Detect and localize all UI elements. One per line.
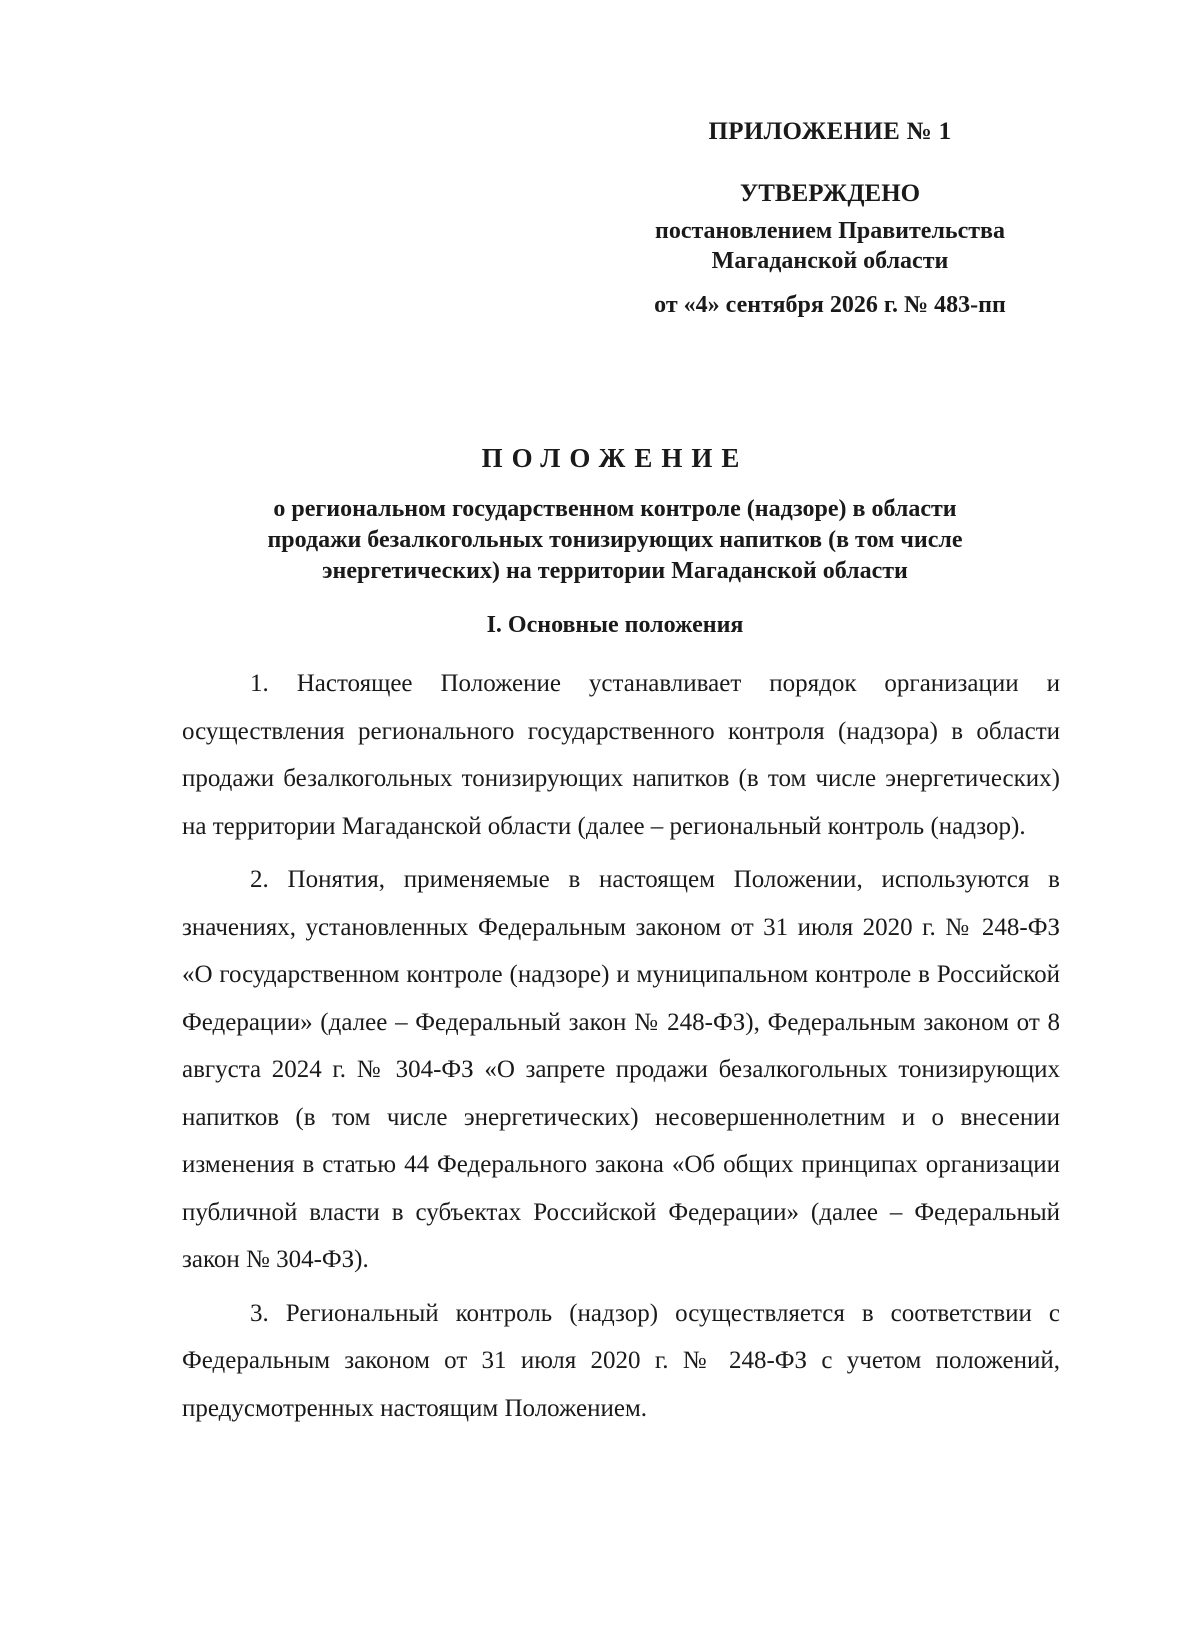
resolution-date-number: от «4» сентября 2026 г. № 483-пп bbox=[654, 292, 1006, 318]
document-title-block bbox=[150, 443, 1080, 587]
document-title: ПОЛОЖЕНИЕ bbox=[481, 443, 749, 473]
section-body bbox=[182, 660, 1060, 1438]
approved-by-line: постановлением Правительства bbox=[654, 218, 1005, 244]
approved-by-region: Магаданской области bbox=[711, 248, 949, 274]
section-heading: I. Основные положения bbox=[486, 612, 744, 638]
paragraph-3: 3. Региональный контроль (надзор) осуществляется в соответствии с Федеральным законом от 31 июля 2020 г. № 248-ФЗ с учетом положений, предусмотренных настоящим Положением. bbox=[182, 1299, 1060, 1422]
paragraph-2: 2. Понятия, применяемые в настоящем Положении, используются в значениях, установленных Федеральным законом от 31 июля 2020 г. № 248-ФЗ «О государственном контроле (надзоре) и муниципальном контроле в Российской Федерации» (далее – Федеральный закон № 248-ФЗ), Федеральным законом от 8 августа 2024 г. № 304-ФЗ «О запрете продажи безалкогольных тонизирующих напитков (в том числе энергетических) несовершеннолетним и о внесении изменения в статью 44 Федерального закона «Об общих принципах организации публичной власти в субъектах Российской Федерации» (далее – Федеральный закон № 304-ФЗ). bbox=[182, 866, 1060, 1273]
paragraph-1: 1. Настоящее Положение устанавливает порядок организации и осуществления регионального государственного контроля (надзора) в области продажи безалкогольных тонизирующих напитков (в том числе энергетических) на территории Магаданской области (далее – региональный контроль (надзор). bbox=[182, 670, 1060, 840]
document-subtitle-line: энергетических) на территории Магаданской области bbox=[322, 558, 908, 584]
document-subtitle-line: о региональном государственном контроле (надзоре) в области bbox=[273, 496, 957, 522]
annex-label: ПРИЛОЖЕНИЕ № 1 bbox=[708, 118, 952, 145]
approved-label: УТВЕРЖДЕНО bbox=[739, 180, 921, 207]
document-subtitle-line: продажи безалкогольных тонизирующих напитков (в том числе bbox=[267, 527, 963, 553]
approval-block bbox=[600, 118, 1060, 319]
